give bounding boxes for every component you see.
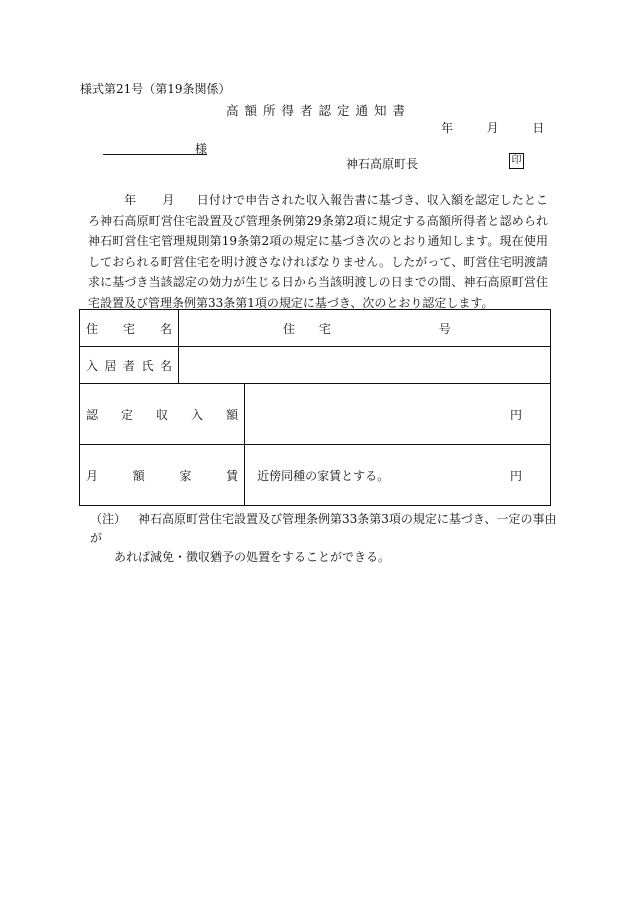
- value-resident-name: [179, 347, 551, 384]
- table-row-income: [80, 384, 551, 445]
- rent-value: 近傍同種の家賃とする。: [257, 468, 390, 483]
- table-row-resident-name: [80, 347, 551, 384]
- note-line-2: あれば減免・徴収猶予の処置をすることができる。: [114, 550, 391, 564]
- issuer-name: 神石高原町長: [346, 157, 419, 171]
- value-income: [245, 384, 551, 445]
- date-year-label: 年: [441, 121, 454, 135]
- note-prefix: （注）: [90, 512, 127, 526]
- footnote: [90, 510, 560, 567]
- value-house-name: 住 宅 号: [179, 310, 551, 347]
- label-rent: 月 額 家 賃: [80, 445, 245, 506]
- income-unit: 円: [509, 407, 522, 422]
- label-income: 認 定 収 入 額: [80, 384, 245, 445]
- addressee-line: [103, 140, 207, 155]
- body-month-label: 月: [162, 193, 175, 207]
- certification-table: [79, 309, 551, 506]
- label-house-name: 住 宅 名: [80, 310, 179, 347]
- document-title: 高額所得者認定通知書: [226, 103, 412, 118]
- value-rent: [245, 445, 551, 506]
- issue-date: [441, 119, 544, 136]
- addressee-suffix: 様: [194, 142, 207, 156]
- table-row-house-name: [80, 310, 551, 347]
- form-number: 様式第21号（第19条関係）: [80, 82, 231, 96]
- body-paragraph: 日付けで申告された収入報告書に基づき、収入額を認定したところ神石高原町営住宅設置及び管理条例第29条第2項に規定する高額所得者と認められ神石町営住宅管理規則第19条第2項の規定に基づき次のとおり通知します。現在使用しておられる町営住宅を明け渡さなければなりません。したがって、町営住宅明渡請求に基づき当該認定の効力が生じる日から当該明渡しの日までの間、神石高原町営住宅設置及び管理条例第33条第1項の規定に基づき、次のとおり認定します。: [88, 193, 548, 310]
- date-day-label: 日: [532, 121, 545, 135]
- notice-body: [88, 190, 548, 313]
- rent-unit: 円: [509, 468, 522, 483]
- note-line-1: 神石高原町営住宅設置及び管理条例第33条第3項の規定に基づき、一定の事由が: [90, 512, 557, 545]
- seal-mark: 印: [509, 153, 524, 169]
- date-month-label: 月: [486, 121, 499, 135]
- table-row-rent: [80, 445, 551, 506]
- label-resident-name: 入 居 者 氏 名: [80, 347, 179, 384]
- body-year-label: 年: [124, 193, 137, 207]
